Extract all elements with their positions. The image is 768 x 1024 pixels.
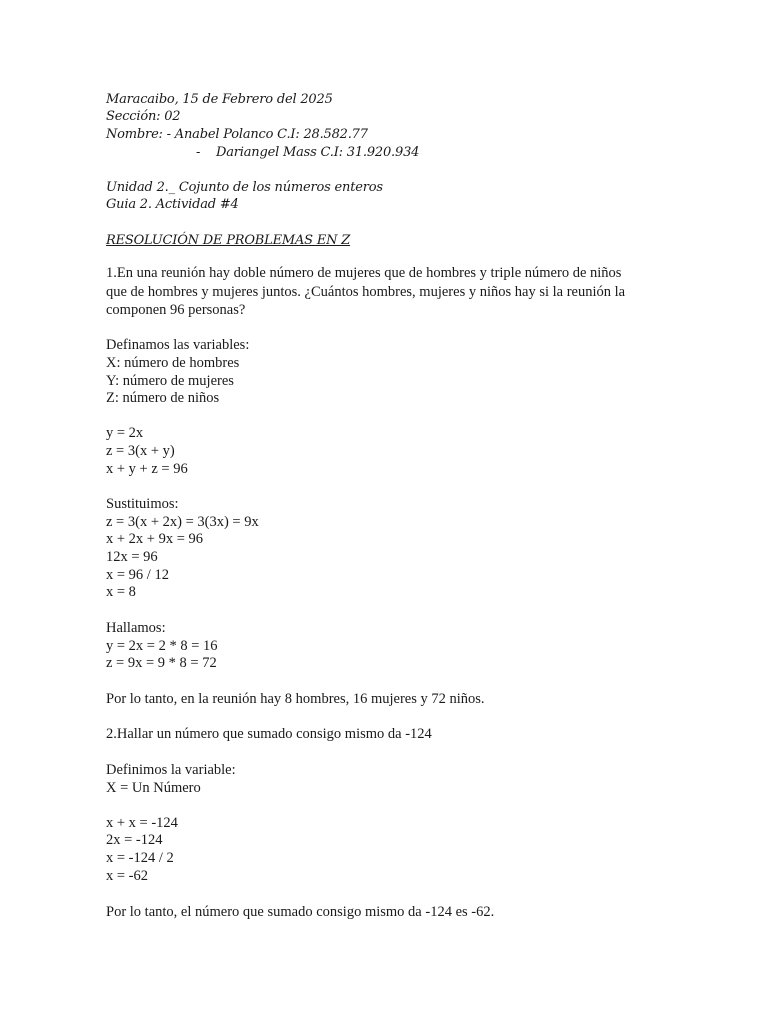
problem2-define-title: Definimos la variable:	[106, 762, 236, 778]
problem1-statement-2: que de hombres y mujeres juntos. ¿Cuántos hombres, mujeres y niños hay si la reunión la	[106, 284, 626, 300]
problem2-var-x: X = Un Número	[106, 780, 201, 796]
problem1-sub3: 12x = 96	[106, 549, 158, 565]
problem1-eq3: x + y + z = 96	[106, 461, 188, 477]
problem1-eq1: y = 2x	[106, 425, 144, 441]
problem1-var-x: X: número de hombres	[106, 355, 240, 371]
date-line: Maracaibo, 15 de Febrero del 2025	[106, 92, 333, 107]
problem1-find1: y = 2x = 2 * 8 = 16	[106, 638, 218, 654]
problem1-sub5: x = 8	[106, 584, 136, 600]
problem1-var-y: Y: número de mujeres	[106, 373, 234, 389]
problem2-eq4: x = -62	[106, 868, 149, 884]
problem1-statement-1: 1.En una reunión hay doble número de mujeres que de hombres y triple número de niños	[106, 265, 622, 281]
problem1-sub4: x = 96 / 12	[106, 567, 169, 583]
problem1-find-title: Hallamos:	[106, 620, 166, 636]
name-line-2-dash: -	[196, 145, 201, 160]
problem1-var-z: Z: número de niños	[106, 390, 220, 406]
problem1-eq2: z = 3(x + y)	[106, 443, 175, 459]
problem1-statement-3: componen 96 personas?	[106, 302, 246, 318]
problem1-find2: z = 9x = 9 * 8 = 72	[106, 655, 217, 671]
problem1-sub2: x + 2x + 9x = 96	[106, 531, 204, 547]
problem2-eq2: 2x = -124	[106, 832, 163, 848]
problem2-eq3: x = -124 / 2	[106, 850, 174, 866]
problem2-conclusion: Por lo tanto, el número que sumado consigo mismo da -124 es -62.	[106, 904, 495, 920]
name-line-2: Dariangel Mass C.I: 31.920.934	[216, 145, 420, 160]
problem1-define-title: Definamos las variables:	[106, 337, 250, 353]
section-line: Sección: 02	[106, 109, 181, 124]
problem1-conclusion: Por lo tanto, en la reunión hay 8 hombres, 16 mujeres y 72 niños.	[106, 691, 485, 707]
problem2-eq1: x + x = -124	[106, 815, 178, 831]
problem1-sub1: z = 3(x + 2x) = 3(3x) = 9x	[106, 514, 259, 530]
section-heading: RESOLUCIÓN DE PROBLEMAS EN Z	[106, 233, 351, 248]
problem1-sub-title: Sustituimos:	[106, 496, 179, 512]
unit-line: Unidad 2._ Cojunto de los números enteros	[106, 180, 383, 195]
name-line-1: Nombre: - Anabel Polanco C.I: 28.582.77	[106, 127, 368, 142]
guide-line: Guia 2. Actividad #4	[106, 197, 239, 212]
problem2-statement: 2.Hallar un número que sumado consigo mismo da -124	[106, 726, 432, 742]
